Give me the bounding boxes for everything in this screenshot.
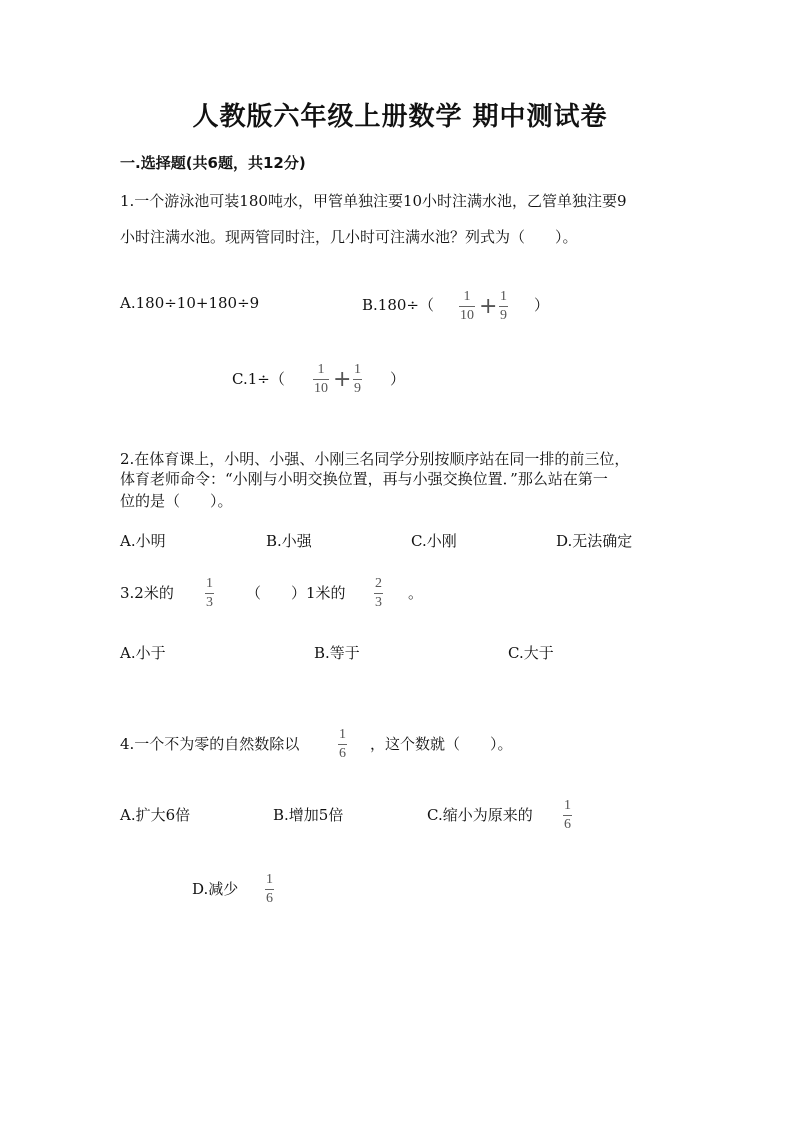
fraction-numerator: 1	[206, 576, 213, 591]
q4-option-a: A.扩大6倍	[120, 806, 191, 824]
q3-fraction-2	[374, 577, 383, 610]
fraction-bar	[563, 815, 572, 816]
q1-option-c-fraction-2	[353, 363, 362, 396]
fraction-bar	[459, 306, 475, 307]
fraction-numerator: 1	[339, 727, 346, 742]
fraction-denominator: 10	[460, 308, 474, 323]
page-title: 人教版六年级上册数学 期中测试卷	[192, 102, 608, 132]
q1-option-c-plus: +	[333, 367, 352, 392]
q4-option-d-fraction	[265, 873, 274, 906]
fraction-numerator: 1	[317, 362, 325, 377]
fraction-denominator: 10	[314, 381, 328, 396]
q2-option-c: C.小刚	[411, 532, 457, 550]
q3-text-middle: （ ）1米的	[246, 584, 346, 602]
q1-option-b-suffix: ）	[534, 296, 550, 314]
section-heading: 一.选择题(共6题，共12分)	[120, 154, 306, 172]
fraction-numerator: 1	[463, 289, 471, 304]
q1-option-c-suffix: ）	[390, 370, 406, 388]
fraction-denominator: 3	[375, 595, 382, 610]
q4-text-suffix: ，这个数就（ ）。	[370, 735, 513, 753]
q4-text-prefix: 4.一个不为零的自然数除以	[120, 735, 300, 753]
q4-option-c: C.缩小为原来的	[427, 806, 533, 824]
q1-text-line2: 小时注满水池。现两管同时注，几小时可注满水池？列式为（ ）。	[120, 228, 578, 246]
fraction-denominator: 9	[500, 308, 507, 323]
q3-option-b: B.等于	[314, 644, 360, 662]
q4-option-d: D.减少	[192, 880, 239, 898]
fraction-numerator: 2	[375, 576, 382, 591]
q2-option-b: B.小强	[266, 532, 312, 550]
q2-text-line2: 体育老师命令：“小刚与小明交换位置，再与小强交换位置．”那么站在第一	[120, 470, 608, 488]
fraction-denominator: 9	[354, 381, 361, 396]
q2-option-a: A.小明	[120, 532, 166, 550]
q3-text-suffix: 。	[408, 584, 424, 602]
fraction-numerator: 1	[266, 872, 273, 887]
q1-text-line1: 1.一个游泳池可装180吨水，甲管单独注要10小时注满水池，乙管单独注要9	[120, 192, 627, 210]
q1-option-c-prefix: C.1÷（	[232, 370, 285, 388]
q4-option-b: B.增加5倍	[273, 806, 344, 824]
q2-text-line3: 位的是（ ）。	[120, 492, 233, 510]
q4-fraction	[338, 728, 347, 761]
fraction-bar	[205, 593, 214, 594]
fraction-bar	[265, 889, 274, 890]
q4-option-c-fraction	[563, 799, 572, 832]
fraction-denominator: 6	[266, 891, 273, 906]
fraction-denominator: 3	[206, 595, 213, 610]
fraction-bar	[353, 379, 362, 380]
fraction-numerator: 1	[354, 362, 361, 377]
q1-option-a: A.180÷10+180÷9	[120, 294, 260, 312]
q1-option-b-fraction-2	[499, 290, 508, 323]
fraction-bar	[313, 379, 329, 380]
fraction-bar	[338, 744, 347, 745]
q3-option-c: C.大于	[508, 644, 554, 662]
q2-text-line1: 2.在体育课上，小明、小强、小刚三名同学分别按顺序站在同一排的前三位，	[120, 450, 630, 468]
q3-text-prefix: 3.2米的	[120, 584, 174, 602]
fraction-bar	[374, 593, 383, 594]
fraction-denominator: 6	[564, 817, 571, 832]
q1-option-b-prefix: B.180÷（	[362, 296, 434, 314]
fraction-numerator: 1	[564, 798, 571, 813]
q3-fraction-1	[205, 577, 214, 610]
q3-option-a: A.小于	[120, 644, 166, 662]
q2-option-d: D.无法确定	[556, 532, 633, 550]
q1-option-b-plus: +	[479, 294, 498, 319]
fraction-numerator: 1	[500, 289, 507, 304]
fraction-denominator: 6	[339, 746, 346, 761]
fraction-bar	[499, 306, 508, 307]
q1-option-c-fraction-1	[313, 363, 329, 396]
q1-option-b-fraction-1	[459, 290, 475, 323]
